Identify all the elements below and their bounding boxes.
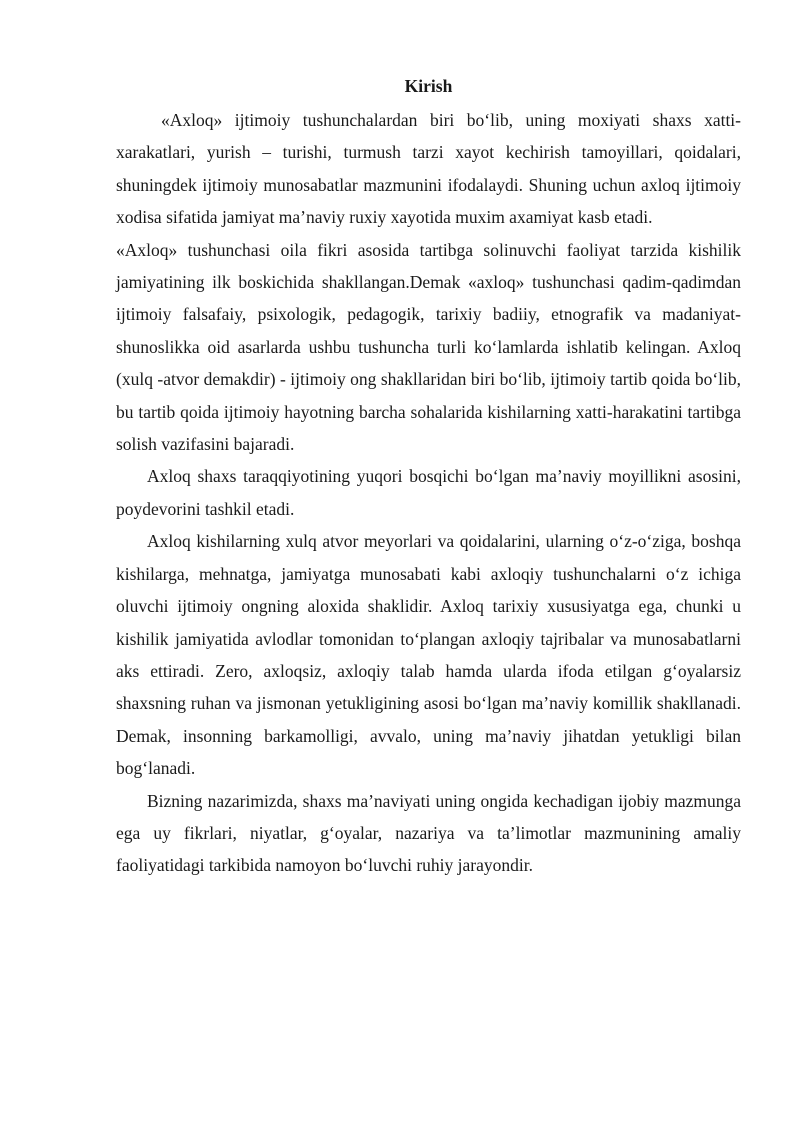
paragraph-2: «Axloq» tushunchasi oila fikri asosida tartibga solinuvchi faoliyat tarzida kishilik jamiyatining ilk boskichida shakllangan.Demak «axloq» tushunchasi qadim-qadimdan ijtimoiy falsafaiy, psixologik, pedagogik, tarixiy badiiy, etnografik va madaniyat-shunoslikka oid asarlarda ushbu tushuncha turli koʻlamlarda ishlatib kelingan. Axloq (xulq -atvor demakdir) - ijtimoiy ong shakllaridan biri boʻlib, ijtimoiy tartib qoida boʻlib, bu tartib qoida ijtimoiy hayotning barcha sohalarida kishilarning xatti-harakatini tartibga solish vazifasini bajaradi. (116, 239, 741, 455)
paragraph-3: Axloq shaxs taraqqiyotining yuqori bosqichi boʻlgan ma’naviy moyillikni asosini, poydevorini tashkil etadi. (116, 466, 741, 519)
section-title: Kirish (404, 76, 453, 96)
paragraph-5: Bizning nazarimizda, shaxs ma’naviyati uning ongida kechadigan ijobiy mazmunga ega uy fikrlari, niyatlar, gʻoyalar, nazariya va ta’limotlar mazmunining amaliy faoliyatidagi tarkibida namoyon boʻluvchi ruhiy jarayondir. (116, 790, 741, 876)
paragraph-4: Axloq kishilarning xulq atvor meyorlari va qoidalarini, ularning oʻz-oʻziga, boshqa kishilarga, mehnatga, jamiyatga munosabati kabi axloqiy tushunchalarni oʻz ichiga oluvchi ijtimoiy ongning aloxida shaklidir. Axloq tarixiy xususiyatga ega, chunki u kishilik jamiyatida avlodlar tomonidan toʻplangan axloqiy tajribalar va munosabatlarni aks ettiradi. Zero, axloqsiz, axloqiy talab hamda ularda ifoda etilgan gʻoyalarsiz shaxsning ruhan va jismonan yetukligining asosi boʻlgan ma’naviy komillik shakllanadi. Demak, insonning barkamolligi, avvalo, uning ma’naviy jihatdan yetukligi bilan bogʻlanadi. (116, 531, 741, 779)
paragraph-1: «Axloq» ijtimoiy tushunchalardan biri boʻlib, uning moxiyati shaxs xatti-xarakatlari, yurish – turishi, turmush tarzi xayot kechirish tamoyillari, qoidalari, shuningdek ijtimoiy munosabatlar mazmunini ifodalaydi. Shuning uchun axloq ijtimoiy xodisa sifatida jamiyat ma’naviy ruxiy xayotida muxim axamiyat kasb etadi. (116, 110, 741, 228)
document-body (116, 104, 741, 882)
